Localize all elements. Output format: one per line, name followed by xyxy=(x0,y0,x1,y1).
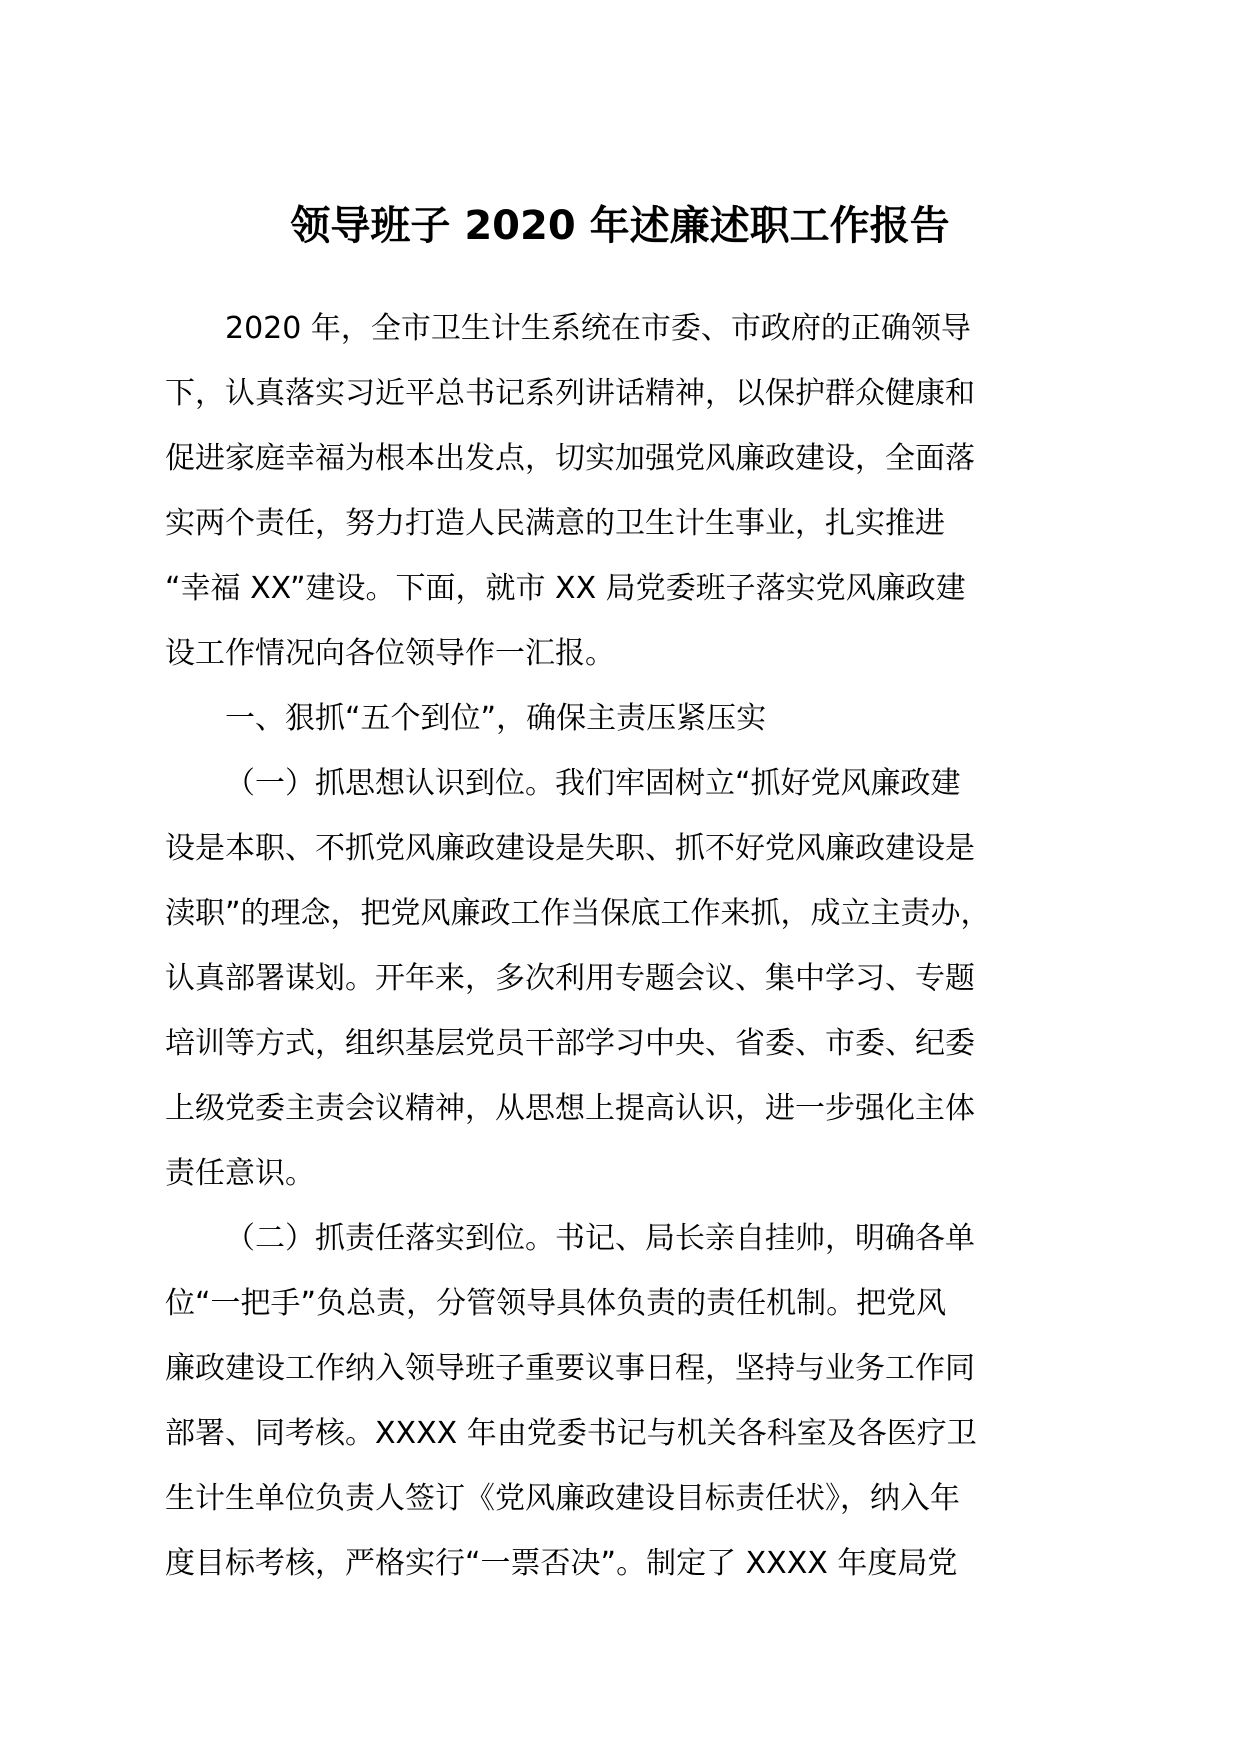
paragraph-line: 培训等方式，组织基层党员干部学习中央、省委、市委、纪委 xyxy=(165,1026,975,1061)
paragraph-line: 廉政建设工作纳入领导班子重要议事日程，坚持与业务工作同 xyxy=(165,1351,975,1386)
paragraph-line: 部署、同考核。XXXX 年由党委书记与机关各科室及各医疗卫 xyxy=(165,1416,977,1451)
paragraph-line: 促进家庭幸福为根本出发点，切实加强党风廉政建设，全面落 xyxy=(165,441,975,476)
paragraph-line: 设工作情况向各位领导作一汇报。 xyxy=(165,636,615,671)
paragraph-line: 2020 年，全市卫生计生系统在市委、市政府的正确领导 xyxy=(225,311,971,346)
paragraph-line: 位“一把手”负总责，分管领导具体负责的责任机制。把党风 xyxy=(165,1286,947,1321)
paragraph-line: 渎职”的理念，把党风廉政工作当保底工作来抓，成立主责办， xyxy=(165,896,991,931)
paragraph-line: 设是本职、不抓党风廉政建设是失职、抓不好党风廉政建设是 xyxy=(165,831,975,866)
paragraph-line: 实两个责任，努力打造人民满意的卫生计生事业，扎实推进 xyxy=(165,506,945,541)
paragraph-line: 责任意识。 xyxy=(165,1156,315,1191)
paragraph-line: 下，认真落实习近平总书记系列讲话精神，以保护群众健康和 xyxy=(165,376,975,411)
paragraph-line: 度目标考核，严格实行“一票否决”。制定了 XXXX 年度局党 xyxy=(165,1546,958,1581)
section-heading: 一、狠抓“五个到位”，确保主责压紧压实 xyxy=(225,701,767,736)
paragraph-line: 生计生单位负责人签订《党风廉政建设目标责任状》，纳入年 xyxy=(165,1481,960,1516)
paragraph-line: （二）抓责任落实到位。书记、局长亲自挂帅，明确各单 xyxy=(225,1221,975,1256)
document-body xyxy=(165,296,1115,1596)
document-title: 领导班子 2020 年述廉述职工作报告 xyxy=(290,203,950,249)
paragraph-line: （一）抓思想认识到位。我们牢固树立“抓好党风廉政建 xyxy=(225,766,961,801)
paragraph-line: 上级党委主责会议精神，从思想上提高认识，进一步强化主体 xyxy=(165,1091,975,1126)
paragraph-line: “幸福 XX”建设。下面，就市 XX 局党委班子落实党风廉政建 xyxy=(165,571,966,606)
paragraph-line: 认真部署谋划。开年来，多次利用专题会议、集中学习、专题 xyxy=(165,961,975,996)
